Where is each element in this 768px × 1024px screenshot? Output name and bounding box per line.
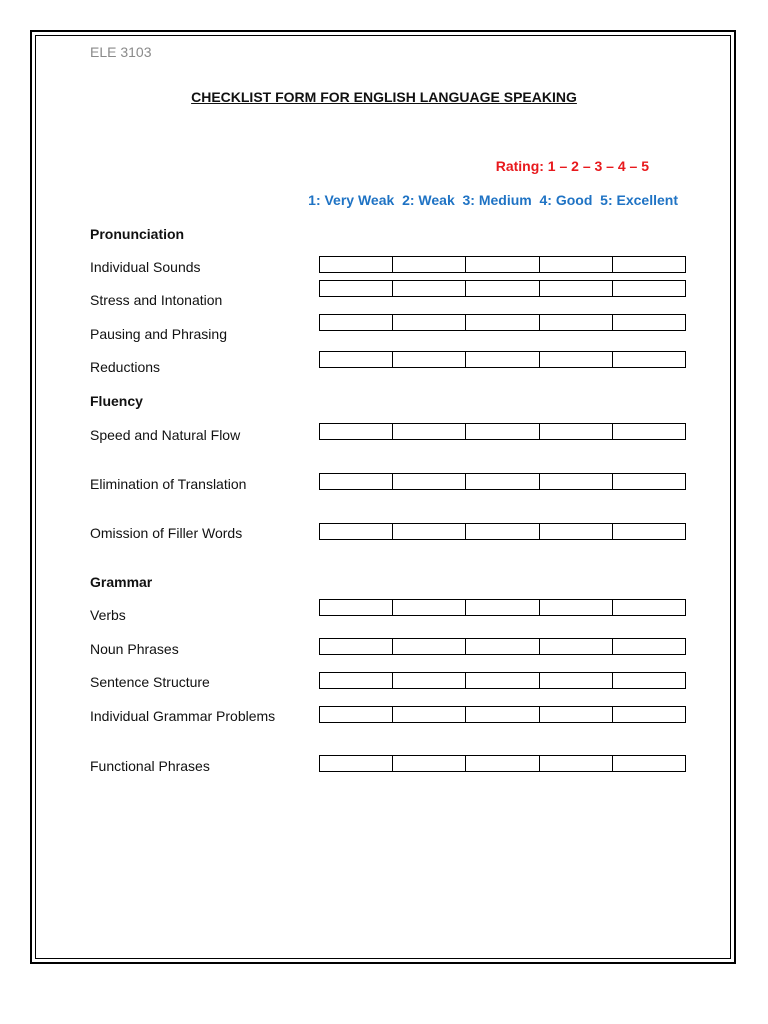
rating-cell-4[interactable] — [540, 257, 613, 272]
section-heading-pronunciation: Pronunciation — [90, 226, 185, 242]
rating-cell-4[interactable] — [540, 524, 613, 539]
criterion-label: Stress and Intonation — [90, 292, 223, 308]
rating-cell-5[interactable] — [613, 257, 685, 272]
rating-cell-2[interactable] — [393, 639, 466, 654]
criterion-label: Elimination of Translation — [90, 476, 247, 492]
form-title: CHECKLIST FORM FOR ENGLISH LANGUAGE SPEAKING — [191, 89, 577, 105]
criterion-label: Verbs — [90, 607, 126, 623]
rating-row-sentence-structure — [319, 672, 686, 689]
rating-cell-5[interactable] — [613, 352, 685, 367]
rating-cell-2[interactable] — [393, 673, 466, 688]
rating-cell-3[interactable] — [466, 474, 539, 489]
rating-cell-4[interactable] — [540, 424, 613, 439]
rating-cell-1[interactable] — [320, 673, 393, 688]
rating-cell-3[interactable] — [466, 315, 539, 330]
rating-cell-4[interactable] — [540, 756, 613, 771]
rating-cell-1[interactable] — [320, 639, 393, 654]
rating-cell-2[interactable] — [393, 524, 466, 539]
rating-cell-4[interactable] — [540, 352, 613, 367]
rating-row-speed-natural-flow — [319, 423, 686, 440]
rating-cell-3[interactable] — [466, 673, 539, 688]
rating-scale-legend: 1: Very Weak 2: Weak 3: Medium 4: Good 5: Excellent — [308, 192, 678, 208]
criterion-label: Individual Grammar Problems — [90, 708, 276, 724]
rating-cell-1[interactable] — [320, 756, 393, 771]
rating-cell-3[interactable] — [466, 281, 539, 296]
rating-cell-4[interactable] — [540, 600, 613, 615]
rating-row-individual-grammar-problems — [319, 706, 686, 723]
rating-scale-line: Rating: 1 – 2 – 3 – 4 – 5 — [495, 158, 649, 174]
rating-cell-5[interactable] — [613, 707, 685, 722]
course-code: ELE 3103 — [90, 44, 152, 60]
criterion-label: Reductions — [90, 359, 161, 375]
rating-row-verbs — [319, 599, 686, 616]
rating-cell-2[interactable] — [393, 756, 466, 771]
rating-cell-1[interactable] — [320, 257, 393, 272]
rating-cell-2[interactable] — [393, 257, 466, 272]
rating-row-reductions — [319, 351, 686, 368]
criterion-label: Pausing and Phrasing — [90, 326, 227, 342]
rating-cell-3[interactable] — [466, 756, 539, 771]
rating-cell-2[interactable] — [393, 424, 466, 439]
criterion-label: Omission of Filler Words — [90, 525, 243, 541]
rating-cell-5[interactable] — [613, 673, 685, 688]
rating-cell-3[interactable] — [466, 257, 539, 272]
criterion-label: Speed and Natural Flow — [90, 427, 241, 443]
rating-cell-1[interactable] — [320, 707, 393, 722]
rating-cell-5[interactable] — [613, 756, 685, 771]
rating-cell-5[interactable] — [613, 281, 685, 296]
rating-cell-3[interactable] — [466, 352, 539, 367]
rating-cell-4[interactable] — [540, 315, 613, 330]
section-heading-fluency: Fluency — [90, 393, 143, 409]
rating-cell-5[interactable] — [613, 524, 685, 539]
rating-cell-3[interactable] — [466, 524, 539, 539]
section-heading-grammar: Grammar — [90, 574, 153, 590]
rating-cell-4[interactable] — [540, 673, 613, 688]
rating-cell-2[interactable] — [393, 352, 466, 367]
criterion-label: Noun Phrases — [90, 641, 179, 657]
rating-cell-5[interactable] — [613, 639, 685, 654]
rating-cell-5[interactable] — [613, 474, 685, 489]
rating-row-elimination-translation — [319, 473, 686, 490]
rating-cell-4[interactable] — [540, 281, 613, 296]
rating-cell-5[interactable] — [613, 315, 685, 330]
rating-cell-1[interactable] — [320, 315, 393, 330]
rating-cell-3[interactable] — [466, 707, 539, 722]
rating-cell-2[interactable] — [393, 600, 466, 615]
criterion-label: Functional Phrases — [90, 758, 210, 774]
rating-row-pausing-phrasing — [319, 314, 686, 331]
criterion-label: Individual Sounds — [90, 259, 201, 275]
rating-cell-3[interactable] — [466, 600, 539, 615]
rating-cell-2[interactable] — [393, 315, 466, 330]
rating-cell-4[interactable] — [540, 639, 613, 654]
rating-cell-1[interactable] — [320, 424, 393, 439]
rating-cell-4[interactable] — [540, 707, 613, 722]
rating-cell-1[interactable] — [320, 281, 393, 296]
rating-row-individual-sounds — [319, 256, 686, 273]
rating-cell-4[interactable] — [540, 474, 613, 489]
rating-row-functional-phrases — [319, 755, 686, 772]
rating-cell-3[interactable] — [466, 639, 539, 654]
rating-cell-5[interactable] — [613, 600, 685, 615]
rating-cell-3[interactable] — [466, 424, 539, 439]
rating-cell-1[interactable] — [320, 352, 393, 367]
rating-cell-5[interactable] — [613, 424, 685, 439]
rating-cell-2[interactable] — [393, 281, 466, 296]
rating-cell-2[interactable] — [393, 707, 466, 722]
criterion-label: Sentence Structure — [90, 674, 210, 690]
rating-cell-1[interactable] — [320, 524, 393, 539]
rating-cell-1[interactable] — [320, 474, 393, 489]
rating-row-omission-filler-words — [319, 523, 686, 540]
rating-cell-1[interactable] — [320, 600, 393, 615]
rating-row-noun-phrases — [319, 638, 686, 655]
rating-cell-2[interactable] — [393, 474, 466, 489]
rating-row-stress-intonation — [319, 280, 686, 297]
